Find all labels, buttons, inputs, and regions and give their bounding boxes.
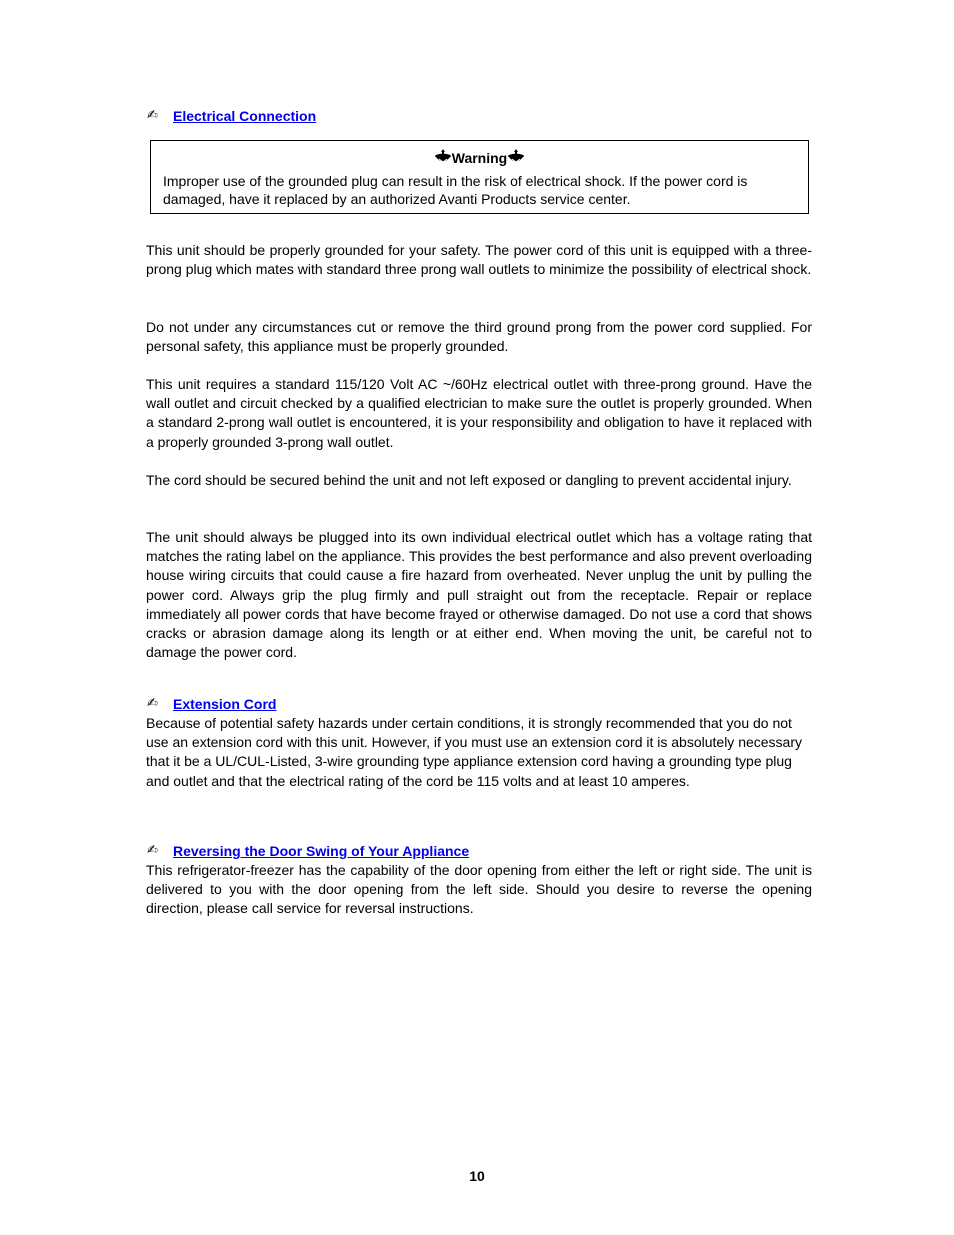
reversing-door-link[interactable]: Reversing the Door Swing of Your Appliance [173,843,470,859]
page-number: 10 [469,1168,485,1184]
paragraph-reversing-door: This refrigerator-freezer has the capability of the door opening from either the left or right side. The unit is delivered to you with the door opening from the left side. Should you desire to reverse the opening direction, please call service for reversal instructions. [146,862,812,917]
electrical-connection-link[interactable]: Electrical Connection [173,108,317,124]
warning-title [151,148,808,170]
paragraph-outlet-requirements: This unit requires a standard 115/120 Volt AC ~/60Hz electrical outlet with three-prong ground. Have the wall outlet and circuit checked by a qualified electrician to make sure the outlet is properly grounded. When a standard 2-prong wall outlet is encountered, it is your responsibility and obligation to have it replaced with a properly grounded 3-prong wall outlet. [146,376,812,450]
reversing-door-heading [147,842,469,860]
paragraph-individual-outlet: The unit should always be plugged into its own individual electrical outlet which has a voltage rating that matches the rating label on the appliance. This provides the best performance and also prevent overloading house wiring circuits that could cause a fire hazard from overheated. Never unplug the unit by pulling the power cord. Always grip the plug firmly and pull straight out from the receptacle. Repair or replace immediately all power cords that have become frayed or otherwise damaged. Do not use a cord that shows cracks or abrasion damage along its length or at either end. When moving the unit, be careful not to damage the power cord. [146,529,812,661]
writing-hand-icon: ✍ [147,696,158,711]
hazard-symbol-icon [434,148,452,170]
paragraph-extension-cord: Because of potential safety hazards under certain conditions, it is strongly recommended that you do not use an extension cord with this unit. However, if you must use an extension cord it is absolutely necessary that it be a UL/CUL-Listed, 3-wire grounding type appliance extension cord having a grounding type plug and outlet and that the electrical rating of the cord be 115 volts and at least 10 amperes. [146,715,803,789]
warning-label: Warning [451,150,508,166]
paragraph-cord-secured: The cord should be secured behind the unit and not left exposed or dangling to prevent accidental injury. [146,472,792,488]
extension-cord-heading [147,695,276,713]
paragraph-grounding: This unit should be properly grounded for your safety. The power cord of this unit is equipped with a three-prong plug which mates with standard three prong wall outlets to minimize the possibility of electrical shock. [146,242,812,278]
electrical-connection-heading [147,107,316,125]
warning-box [150,140,809,214]
hazard-symbol-icon [507,148,525,170]
writing-hand-icon: ✍ [147,843,158,858]
writing-hand-icon: ✍ [147,108,158,123]
warning-text: Improper use of the grounded plug can result in the risk of electrical shock. If the power cord is damaged, have it replaced by an authorized Avanti Products service center. [163,173,748,207]
paragraph-third-prong: Do not under any circumstances cut or remove the third ground prong from the power cord supplied. For personal safety, this appliance must be properly grounded. [146,319,812,355]
extension-cord-link[interactable]: Extension Cord [173,696,277,712]
